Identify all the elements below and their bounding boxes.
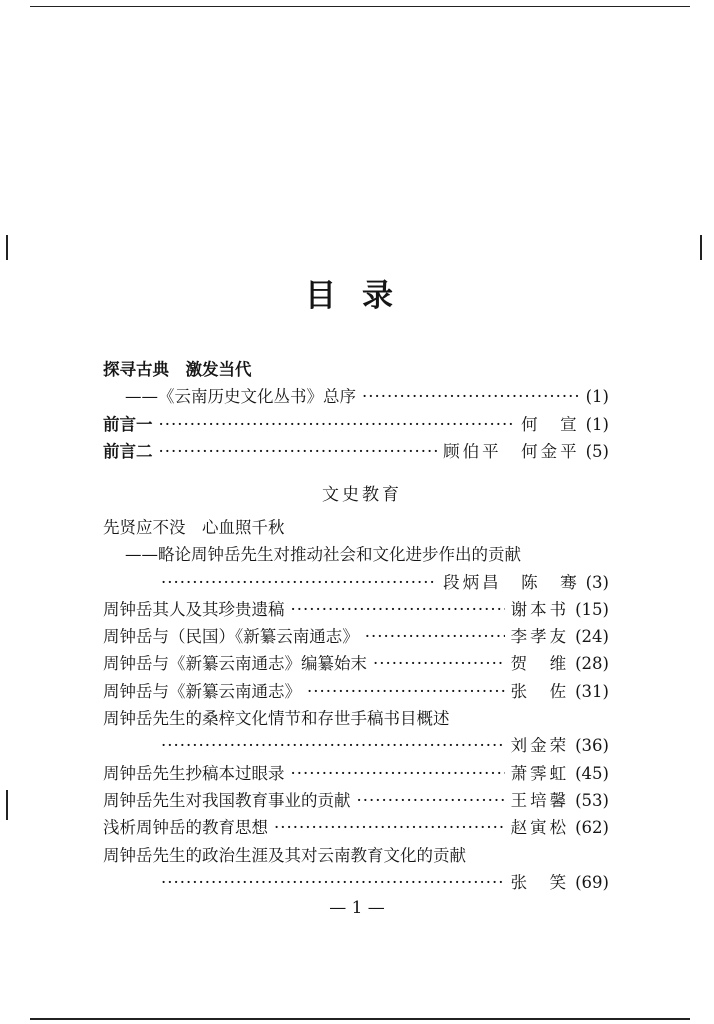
- page-title: 目录: [305, 278, 419, 314]
- entry-author: 何 宣: [521, 414, 580, 434]
- scan-edge-line-left: [6, 790, 8, 820]
- toc-entry: [103, 541, 609, 568]
- entry-author: 段炳昌 陈 骞: [443, 572, 580, 592]
- toc-entry: [103, 678, 609, 705]
- entry-author: 张 笑: [510, 872, 570, 892]
- entry-title: 先贤应不没 心血照千秋: [103, 518, 285, 537]
- dot-leader: [159, 438, 438, 465]
- toc-entry: [103, 623, 609, 650]
- front-matter-list: [103, 356, 609, 465]
- dot-leader: [161, 569, 437, 596]
- entry-page: (5): [585, 441, 609, 461]
- dot-leader: [161, 869, 505, 896]
- entry-author: 李孝友: [510, 627, 570, 647]
- entry-page: (3): [585, 572, 609, 592]
- toc-entry: [103, 438, 609, 465]
- toc-entry: [103, 842, 609, 869]
- entry-page: (36): [575, 736, 609, 756]
- entry-author: 张 佐: [510, 681, 570, 701]
- entry-title: 周钟岳与《新纂云南通志》编纂始末: [103, 654, 367, 674]
- entry-page: (62): [575, 818, 609, 838]
- toc-entry: [103, 569, 609, 596]
- entry-page: (1): [585, 414, 609, 434]
- entry-page: (24): [575, 627, 609, 647]
- entry-page: (53): [575, 790, 609, 810]
- dot-leader: [274, 814, 505, 841]
- section-heading: 文史教育: [322, 485, 402, 505]
- toc-entry: [103, 814, 609, 841]
- toc-entry: [103, 356, 609, 383]
- toc-entry: [103, 787, 609, 814]
- toc-entry: [103, 732, 609, 759]
- entry-page: (28): [575, 654, 609, 674]
- entry-title: 周钟岳先生的桑梓文化情节和存世手稿书目概述: [103, 709, 450, 729]
- scan-edge-line-left: [6, 235, 8, 260]
- dot-leader: [357, 787, 505, 814]
- section-entries: [103, 514, 609, 896]
- entry-author: 赵寅松: [510, 818, 570, 838]
- entry-title: 前言一: [103, 414, 153, 434]
- entry-title: 周钟岳与《新纂云南通志》: [103, 681, 301, 701]
- entry-title: 周钟岳与（民国）《新纂云南通志》: [103, 627, 359, 647]
- entry-title: 探寻古典 激发当代: [103, 360, 252, 379]
- entry-author: 刘金荣: [510, 736, 570, 756]
- entry-title: 前言二: [103, 441, 153, 461]
- entry-page: (45): [575, 763, 609, 783]
- entry-author: 萧霁虹: [510, 763, 570, 783]
- entry-subtitle: ——略论周钟岳先生对推动社会和文化进步作出的贡献: [125, 545, 521, 565]
- dot-leader: [307, 678, 505, 705]
- toc-entry: [103, 869, 609, 896]
- toc-entry: [103, 760, 609, 787]
- toc-entry: [103, 596, 609, 623]
- entry-title: 周钟岳其人及其珍贵遗稿: [103, 599, 285, 619]
- entry-page: (31): [575, 681, 609, 701]
- entry-author: 谢本书: [510, 599, 570, 619]
- toc-entry: [103, 383, 609, 410]
- dot-leader: [373, 650, 505, 677]
- scan-edge-line-right: [700, 235, 702, 260]
- scan-edge-line-bottom: [30, 1018, 690, 1020]
- entry-title: 浅析周钟岳的教育思想: [103, 818, 268, 838]
- toc-entry: [103, 650, 609, 677]
- entry-title: 周钟岳先生的政治生涯及其对云南教育文化的贡献: [103, 845, 466, 865]
- scan-edge-line-top: [30, 6, 690, 7]
- toc-entry: [103, 514, 609, 541]
- dot-leader: [161, 732, 505, 759]
- entry-page: (15): [575, 599, 609, 619]
- dot-leader: [362, 383, 580, 410]
- toc-entry: [103, 411, 609, 438]
- entry-page: (69): [575, 872, 609, 892]
- entry-title: ——《云南历史文化丛书》总序: [125, 387, 356, 407]
- dot-leader: [365, 623, 505, 650]
- entry-author: 顾伯平 何金平: [443, 441, 580, 461]
- page-number: — 1 —: [329, 898, 385, 918]
- entry-title: 周钟岳先生对我国教育事业的贡献: [103, 790, 351, 810]
- entry-author: 王培馨: [510, 790, 570, 810]
- toc-entry: [103, 705, 609, 732]
- entry-page: (1): [585, 387, 609, 407]
- entry-title: 周钟岳先生抄稿本过眼录: [103, 763, 285, 783]
- dot-leader: [291, 596, 505, 623]
- entry-author: 贺 维: [510, 654, 570, 674]
- dot-leader: [291, 760, 505, 787]
- dot-leader: [159, 411, 516, 438]
